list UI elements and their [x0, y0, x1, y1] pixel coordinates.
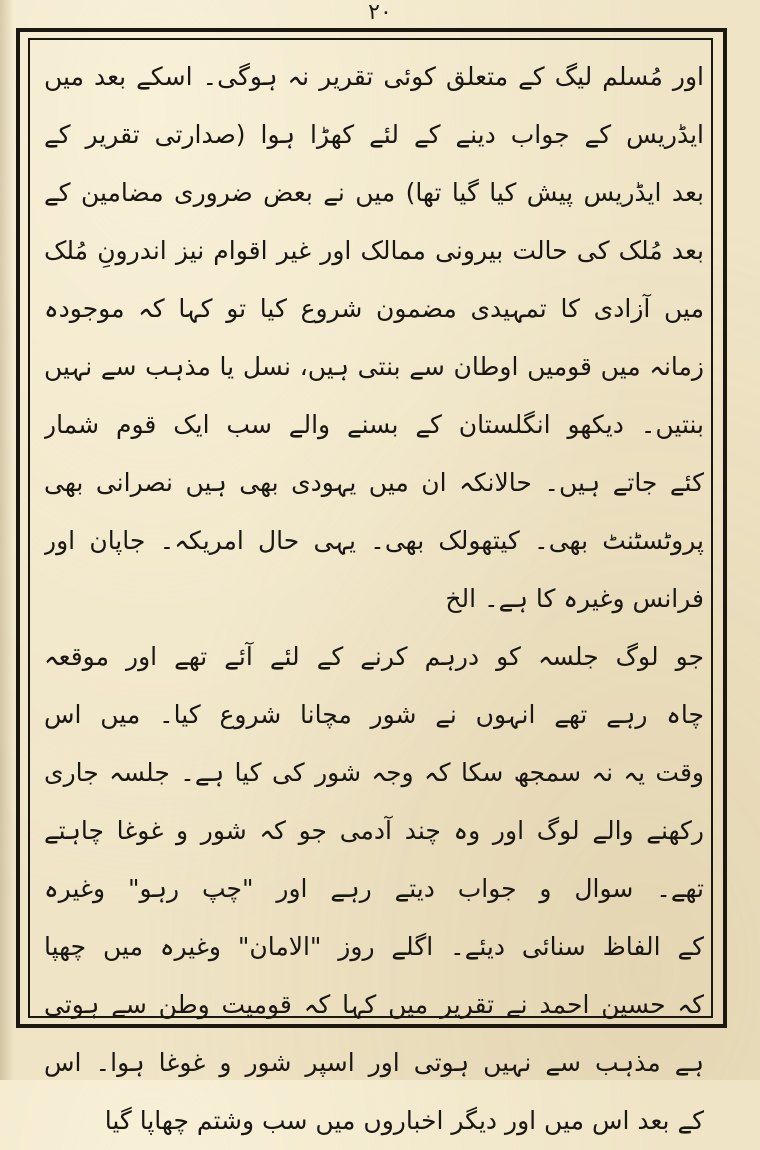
text-line: چاہ رہے تھے انہوں نے شور مچانا شروع کیا۔ میں اس [44, 700, 704, 729]
text-line: رکھنے والے لوگ اور وہ چند آدمی جو کہ شور و غوغا چاہتے [44, 816, 704, 845]
text-line: کہ حسین احمد نے تقریر میں کہا کہ قومیت وطن سے ہوتی [44, 990, 704, 1019]
text-line: کے الفاظ سنائی دیئے۔ اگلے روز "الامان" وغیرہ میں چھپا [44, 932, 704, 961]
text-line: کئے جاتے ہیں۔ حالانکہ ان میں یہودی بھی ہیں نصرانی بھی [44, 468, 704, 497]
text-line: میں آزادی کا تمہیدی مضمون شروع کیا تو کہا کہ موجودہ [44, 294, 704, 323]
page-edge-shadow [0, 0, 14, 1080]
text-line: وقت یہ نہ سمجھ سکا کہ وجہ شور کی کیا ہے۔ جلسہ جاری [44, 758, 704, 787]
text-line: فرانس وغیرہ کا ہے۔ الخ [445, 584, 704, 613]
text-line: بعد مُلک کی حالت بیرونی ممالک اور غیر اقوام نیز اندرونِ مُلک [44, 236, 704, 265]
text-line: بعد ایڈریس پیش کیا گیا تھا) میں نے بعض ضروری مضامین کے [44, 178, 704, 207]
text-line: تھے۔ سوال و جواب دیتے رہے اور "چپ رہو" وغیرہ [44, 874, 704, 903]
page-number: ۲۰ [368, 0, 392, 25]
text-line: ہے مذہب سے نہیں ہوتی اور اسپر شور و غوغا ہوا۔ اس [44, 1048, 704, 1077]
body-text [44, 48, 704, 1135]
text-line: پروٹسٹنٹ بھی۔ کیتھولک بھی۔ یہی حال امریکہ۔ جاپان اور [44, 526, 704, 555]
text-line: زمانہ میں قومیں اوطان سے بنتی ہیں، نسل یا مذہب سے نہیں [44, 352, 704, 381]
text-line: بنتیں۔ دیکھو انگلستان کے بسنے والے سب ایک قوم شمار [44, 410, 704, 439]
text-line: اور مُسلم لیگ کے متعلق کوئی تقریر نہ ہوگی۔ اسکے بعد میں [44, 62, 704, 91]
text-line: ایڈریس کے جواب دینے کے لئے کھڑا ہوا (صدارتی تقریر کے [44, 120, 704, 149]
text-line: کے بعد اس میں اور دیگر اخباروں میں سب وشتم چھاپا گیا [104, 1106, 704, 1135]
text-line: جو لوگ جلسہ کو درہم کرنے کے لئے آئے تھے اور موقعہ [44, 642, 704, 671]
